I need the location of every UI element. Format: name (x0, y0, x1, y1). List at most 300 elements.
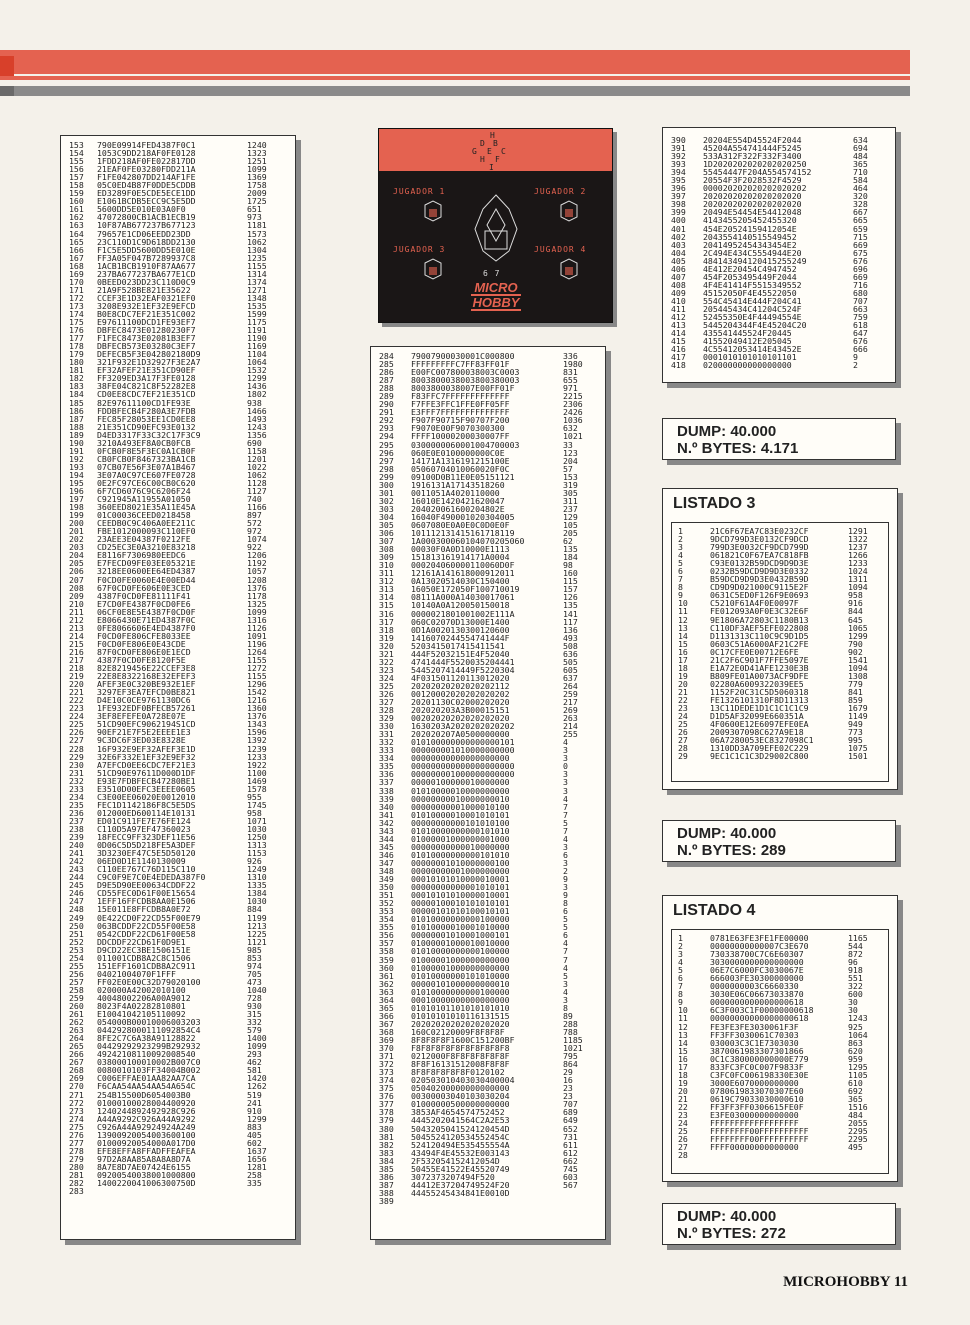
hex-data: B0E8CDC7EF21E351C002 (97, 308, 196, 319)
checksum: 115 (563, 576, 578, 587)
hex-data: 1400220041006300750D (97, 1178, 196, 1189)
line-number: 18 (678, 662, 688, 673)
checksum: 636 (563, 648, 578, 659)
line-number: 248 (69, 904, 84, 915)
hex-data: 14171A1316191215100E (411, 455, 510, 466)
checksum: 1213 (247, 920, 267, 931)
line-number: 189 (69, 429, 84, 440)
checksum: 1192 (247, 558, 267, 569)
line-number: 306 (379, 528, 394, 539)
checksum: 319 (563, 479, 578, 490)
checksum: 666 (853, 344, 868, 355)
player-1-label: JUGADOR 1 (393, 187, 446, 196)
line-number: 230 (69, 759, 84, 770)
hex-data: 01010000000000101010 (411, 825, 510, 836)
listing-row (678, 1143, 882, 1151)
hex-data (97, 1187, 247, 1195)
line-number: 3 (678, 542, 683, 553)
hex-data: 3208E932E1EF32E9EFCD (97, 300, 196, 311)
checksum: 1099 (247, 164, 267, 175)
line-number: 227 (69, 735, 84, 746)
hex-data: E3FE03000000000000 (710, 1110, 799, 1121)
hex-data: 90EF21E7F5E2EEEE1E3 (97, 727, 191, 738)
hex-data: 1ACB1BCB1910F87AA677 (97, 260, 196, 271)
checksum: 694 (853, 143, 868, 154)
checksum: 579 (247, 1025, 262, 1036)
line-number: 401 (671, 223, 686, 234)
checksum: 790 (848, 638, 863, 649)
hex-data: 9DCD799D3E0132CF9DCD (710, 534, 809, 545)
hex-data: 23AEE3E04387F0212FE (97, 534, 191, 545)
checksum: 974 (247, 960, 262, 971)
hex-data: EFE8EFFA8FFADFFEAFEA (97, 1145, 196, 1156)
left-red-tab (0, 56, 14, 76)
hex-data: 054000B00010006003203 (97, 1017, 201, 1028)
checksum: 676 (853, 255, 868, 266)
checksum: 1239 (247, 743, 267, 754)
checksum: 7 (563, 801, 568, 812)
line-number: 24 (678, 711, 688, 722)
line-number: 251 (69, 928, 84, 939)
hex-data: 0C1C380000000000E779 (710, 1053, 809, 1064)
hex-data: 5043205041524120454D (411, 1123, 510, 1134)
hex-data: 8023F4A02282810801 (97, 1001, 186, 1012)
hex-data: 01010000000000100000 (411, 914, 510, 925)
line-number: 202 (69, 534, 84, 545)
line-number: 358 (379, 946, 394, 957)
checksum: 1420 (247, 1073, 267, 1084)
checksum: 1291 (848, 526, 868, 536)
checksum: 1243 (848, 1013, 868, 1024)
hex-data: 00000000000000000618 (710, 1013, 809, 1024)
page-number: 11 (893, 1274, 908, 1290)
checksum: 405 (247, 1129, 262, 1140)
line-number: 155 (69, 156, 84, 167)
checksum: 3 (563, 745, 568, 756)
checksum: 676 (853, 336, 868, 347)
line-number: 220 (69, 679, 84, 690)
listing-2-panel (370, 346, 606, 1240)
checksum: 320 (853, 191, 868, 202)
checksum: 1573 (247, 228, 267, 239)
line-number: 384 (379, 1155, 394, 1166)
checksum: 1181 (247, 220, 267, 231)
line-number: 7 (678, 981, 683, 992)
hex-data: 0FE8066606E4ED4387F0 (97, 622, 196, 633)
hex-data: 8FE2C7C6A38A91128822 (97, 1033, 196, 1044)
line-number: 348 (379, 866, 394, 876)
checksum: 1094 (848, 582, 868, 593)
line-number: 246 (69, 888, 84, 899)
hex-data: 20202020202020202112 (411, 680, 510, 691)
line-number: 21 (678, 686, 688, 697)
hex-data: E93E7FDBFECB47280BE1 (97, 775, 196, 786)
hex-data: 0212000F8F8F8F8F8F8F (411, 1051, 510, 1062)
checksum: 123 (563, 447, 578, 458)
hex-data: 01010101101010101010 (411, 1002, 510, 1013)
hex-data: 151EFF1601CDB8A2C911 (97, 960, 196, 971)
line-number: 294 (379, 431, 394, 442)
checksum: 567 (563, 1179, 578, 1190)
checksum: 1599 (247, 308, 267, 319)
checksum: 495 (848, 1142, 863, 1153)
hex-data: 01010000000000101010 (411, 849, 510, 860)
line-number: 16 (678, 646, 688, 657)
line-number: 9 (678, 590, 683, 601)
line-number: 171 (69, 284, 84, 295)
checksum: 1062 (247, 469, 267, 480)
line-number: 411 (671, 303, 686, 314)
line-number: 274 (69, 1113, 84, 1124)
hex-data: 00000001010001000101 (411, 930, 510, 941)
line-number: 268 (69, 1065, 84, 1076)
hex-data: 0C17CFE0E00712E6FE (710, 646, 799, 657)
line-number: 360 (379, 962, 394, 973)
line-number: 27 (678, 735, 688, 746)
hex-data: 08111A000A14030017061 (411, 592, 515, 603)
listado-3-code (671, 522, 889, 782)
checksum: 925 (848, 1021, 863, 1032)
line-number: 24 (678, 1118, 688, 1129)
checksum: 841 (848, 686, 863, 697)
hex-data: 2009307098C627A9E18 (710, 727, 804, 738)
line-number: 379 (379, 1115, 394, 1126)
checksum: 464 (853, 183, 868, 194)
checksum: 665 (853, 215, 868, 226)
hex-data: 45204A554741444F5245 (703, 143, 802, 154)
checksum: 1384 (247, 888, 267, 899)
line-number: 25 (678, 719, 688, 730)
hex-data: 020503010403030400004 (411, 1075, 515, 1086)
hex-data: 8F8F16131512008F8F8F (411, 1059, 510, 1070)
checksum: 649 (563, 1115, 578, 1126)
checksum: 1578 (247, 783, 267, 794)
checksum: 930 (247, 1001, 262, 1012)
hex-data: 4C55412053414E43452E (703, 344, 802, 355)
hex-data: CCEF3E1D32EAF0321EF0 (97, 292, 196, 303)
checksum: 3 (563, 841, 568, 852)
hex-data: FFFF10000200030007FF (411, 431, 510, 442)
line-number: 194 (69, 469, 84, 480)
hex-data: 15E011E8FFCDB8A0E72 (97, 904, 191, 915)
checksum: 1243 (247, 421, 267, 432)
hex-data: FEC1D1142186F8C5E5DS (97, 799, 196, 810)
dump-box-2 (662, 820, 896, 862)
line-number: 371 (379, 1051, 394, 1062)
hex-data: C3FC0FC006198330E30E (710, 1069, 809, 1080)
line-number: 185 (69, 397, 84, 408)
checksum: 1175 (247, 317, 267, 328)
line-number: 328 (379, 705, 394, 716)
line-number: 336 (379, 769, 394, 780)
hex-data: 3030000000000000000 (710, 957, 804, 968)
line-number: 391 (671, 143, 686, 154)
checksum: 675 (853, 247, 868, 258)
line-number: 4 (678, 550, 683, 561)
checksum: 16 (563, 1075, 573, 1086)
checksum: 844 (848, 606, 863, 617)
line-number: 349 (379, 874, 394, 885)
checksum: 1922 (247, 759, 267, 770)
line-number: 258 (69, 984, 84, 995)
line-number: 20 (678, 678, 688, 689)
line-number: 376 (379, 1091, 394, 1102)
checksum: 6 (563, 930, 568, 941)
checksum: 1199 (247, 912, 267, 923)
line-number: 197 (69, 494, 84, 505)
hex-data: 00030F0A0D10000E1113 (411, 544, 510, 555)
line-number: 22 (678, 1101, 688, 1112)
hex-data: 43494F4E45532E003143 (411, 1147, 510, 1158)
hex-data: FF02E0E00C32D79020100 (97, 976, 201, 987)
checksum: 707 (563, 1099, 578, 1110)
line-number: 339 (379, 793, 394, 804)
checksum: 3 (563, 769, 568, 780)
line-number: 8 (678, 989, 683, 1000)
line-number: 413 (671, 320, 686, 331)
hex-data: 00010101010000010001 (411, 874, 510, 885)
hex-data: 3072373207494F520 (411, 1171, 495, 1182)
line-number: 209 (69, 590, 84, 601)
line-number: 1 (678, 526, 683, 536)
hex-data: 0780619833070307E60 (710, 1085, 804, 1096)
hex-data: ED3289F0E5CDE5ECE1DD (97, 188, 196, 199)
hex-data: 3870061983307301866 (710, 1045, 804, 1056)
checksum: 9 (563, 890, 568, 901)
hex-data: E97611100DCD1FE93EF7 (97, 317, 196, 328)
line-number: 290 (379, 399, 394, 410)
line-number: 22 (678, 694, 688, 705)
checksum: 1075 (848, 743, 868, 754)
line-number: 260 (69, 1001, 84, 1012)
page-footer (783, 1274, 908, 1291)
hex-data: 20202020202020202020 (703, 191, 802, 202)
line-number: 13 (678, 1029, 688, 1040)
line-number: 404 (671, 247, 686, 258)
hex-data: 3D3230EF47C5E5D50120 (97, 848, 196, 859)
line-number: 164 (69, 228, 84, 239)
hex-data: 1D2020202020202020250 (703, 159, 807, 170)
line-number: 19 (678, 670, 688, 681)
checksum: 23 (563, 1091, 573, 1102)
checksum: 1225 (247, 928, 267, 939)
line-number: 365 (379, 1002, 394, 1013)
hex-data: FE1326101310F8D11313 (710, 694, 809, 705)
hex-data: 01000001000000001000 (411, 833, 510, 844)
line-number: 242 (69, 856, 84, 867)
hex-data: 05060704010060020F0C (411, 463, 510, 474)
checksum: 2295 (848, 1134, 868, 1145)
line-number: 192 (69, 453, 84, 464)
checksum: 1535 (247, 300, 267, 311)
hex-data: 1A000300060104070205060 (411, 536, 525, 547)
checksum: 5 (563, 817, 568, 828)
line-number: 182 (69, 373, 84, 384)
checksum: 1190 (247, 333, 267, 344)
hex-data: 000000000000000000000 (411, 761, 515, 772)
hex-data: 01010101010116131515 (411, 1010, 510, 1021)
hex-data: 0BEED023DD23C110D0C9 (97, 276, 196, 287)
listado-4-code (671, 929, 889, 1174)
hex-data: 204020061600204802E (411, 503, 505, 514)
line-number: 207 (69, 574, 84, 585)
checksum: 1030 (247, 896, 267, 907)
line-number: 215 (69, 638, 84, 649)
hex-data: 8A7E8D7AE07424E6155 (97, 1161, 191, 1172)
checksum: 1158 (247, 445, 267, 456)
line-number: 216 (69, 646, 84, 657)
checksum: 926 (247, 856, 262, 867)
checksum: 1191 (247, 325, 267, 336)
checksum: 1299 (247, 373, 267, 384)
line-number: 158 (69, 180, 84, 191)
line-number: 165 (69, 236, 84, 247)
line-number: 375 (379, 1083, 394, 1094)
line-number: 169 (69, 268, 84, 279)
line-number: 346 (379, 849, 394, 860)
checksum: 1071 (247, 815, 267, 826)
line-number: 19 (678, 1077, 688, 1088)
checksum: 669 (853, 271, 868, 282)
line-number: 214 (69, 630, 84, 641)
checksum: 1127 (247, 486, 267, 497)
line-number: 338 (379, 785, 394, 796)
line-number: 309 (379, 552, 394, 563)
hex-data: AFEF3E0C320BE932E1EF (97, 679, 196, 690)
line-number: 330 (379, 721, 394, 732)
line-number: 218 (69, 663, 84, 674)
line-number: 186 (69, 405, 84, 416)
line-number: 359 (379, 954, 394, 965)
hex-data: EF32AFEF21E351CD90EF (97, 365, 196, 376)
checksum: 205 (563, 528, 578, 539)
hex-data: C006EFFAE01AA82AA7CA (97, 1073, 196, 1084)
checksum: 1165 (848, 933, 868, 943)
line-number: 298 (379, 463, 394, 474)
hex-data: 011001CDB8A2C8C1506 (97, 952, 191, 963)
hex-data: 04021004070F1FFF (97, 968, 176, 979)
hex-data: 20414952454343454E2 (703, 239, 797, 250)
checksum: 57 (563, 463, 573, 474)
checksum: 692 (848, 1085, 863, 1096)
hex-data: 0A13020514030C150400 (411, 576, 510, 587)
listado-4-panel (662, 895, 898, 1182)
hex-data: 40048002206A00A9012 (97, 992, 191, 1003)
hex-data: D9E5D90EE00634CDDF22 (97, 880, 196, 891)
checksum: 618 (853, 320, 868, 331)
hex-data: A7EFCD0EE6CDC7EF21E3 (97, 759, 196, 770)
hex-data: D1D5AF32099E660351A (710, 711, 804, 722)
hex-data: 20202020202020202020 (703, 199, 802, 210)
hex-data: 55454447F204A554574152 (703, 167, 812, 178)
hex-data: 01000920054000A017D0 (97, 1137, 196, 1148)
hex-data: 6F7CD6076C9C6206F24 (97, 486, 191, 497)
line-number: 402 (671, 231, 686, 242)
checksum: 519 (247, 1089, 262, 1100)
checksum: 651 (247, 204, 262, 215)
checksum: 669 (853, 239, 868, 250)
checksum: 117 (563, 616, 578, 627)
hex-data: 20201130C02000202020 (411, 697, 510, 708)
checksum: 4 (563, 793, 568, 804)
checksum: 1466 (247, 405, 267, 416)
line-number: 210 (69, 598, 84, 609)
hex-data: 0080010103FF34004B002 (97, 1065, 201, 1076)
hex-data: E7FECD09FE03EE05321E (97, 558, 196, 569)
hex-data (411, 1197, 563, 1205)
checksum: 883 (247, 1121, 262, 1132)
checksum: 1376 (247, 582, 267, 593)
checksum: 1335 (247, 880, 267, 891)
hex-data: F6CAA54AA54AA54A654C (97, 1081, 196, 1092)
hex-data: 000020202020202020202 (703, 183, 807, 194)
hex-data: 00000000001000000000 (411, 866, 510, 876)
checksum: 864 (563, 1059, 578, 1070)
hex-data: 00120002020202020202 (411, 688, 510, 699)
checksum: 264 (563, 680, 578, 691)
line-number: 397 (671, 191, 686, 202)
hex-data: 3210A493EF8A0CB0FCB (97, 437, 191, 448)
diagram-label-h: H (480, 155, 485, 164)
checksum: 620 (848, 1045, 863, 1056)
checksum: 689 (563, 1107, 578, 1118)
line-number: 385 (379, 1163, 394, 1174)
line-number: 196 (69, 486, 84, 497)
checksum: 1196 (247, 638, 267, 649)
line-number: 178 (69, 341, 84, 352)
hex-data: F0CD0FE806CFE8033EE (97, 630, 191, 641)
hex-data: 23C110D1C9D618DD2130 (97, 236, 196, 247)
line-number: 272 (69, 1097, 84, 1108)
checksum: 2055 (848, 1118, 868, 1129)
checksum: 3 (563, 777, 568, 788)
line-number: 234 (69, 791, 84, 802)
checksum: 3 (563, 753, 568, 764)
line-number: 199 (69, 510, 84, 521)
line-number: 333 (379, 745, 394, 756)
hex-data: 454E20524159412054E (703, 223, 797, 234)
checksum: 237 (563, 503, 578, 514)
hex-data: 16050E172050F100710019 (411, 584, 520, 595)
checksum: 884 (247, 904, 262, 915)
line-number: 190 (69, 437, 84, 448)
hex-data: 060E0E0100000000C0E (411, 447, 505, 458)
hex-data: 0619C79033030000610 (710, 1093, 804, 1104)
checksum: 184 (563, 552, 578, 563)
diagram-label-g: G (472, 147, 477, 156)
line-number: 28 (678, 1150, 688, 1161)
checksum: 955 (247, 791, 262, 802)
line-number: 412 (671, 312, 686, 323)
checksum: 1099 (247, 606, 267, 617)
line-number: 337 (379, 777, 394, 788)
checksum: 1021 (563, 431, 583, 442)
dump-box-1 (662, 418, 896, 460)
logo-line-1: MICRO (474, 280, 518, 295)
listing-row (678, 1151, 882, 1159)
checksum: 1314 (247, 268, 267, 279)
line-number: 156 (69, 164, 84, 175)
checksum: 1155 (247, 671, 267, 682)
hex-data: 06CF0E8E5E4387F0CD0F (97, 606, 196, 617)
line-number: 180 (69, 357, 84, 368)
checksum: 9 (853, 352, 858, 363)
line-number: 271 (69, 1089, 84, 1100)
line-number: 243 (69, 864, 84, 875)
checksum: 1271 (247, 284, 267, 295)
checksum: 1237 (848, 542, 868, 553)
checksum: 484 (848, 1110, 863, 1121)
